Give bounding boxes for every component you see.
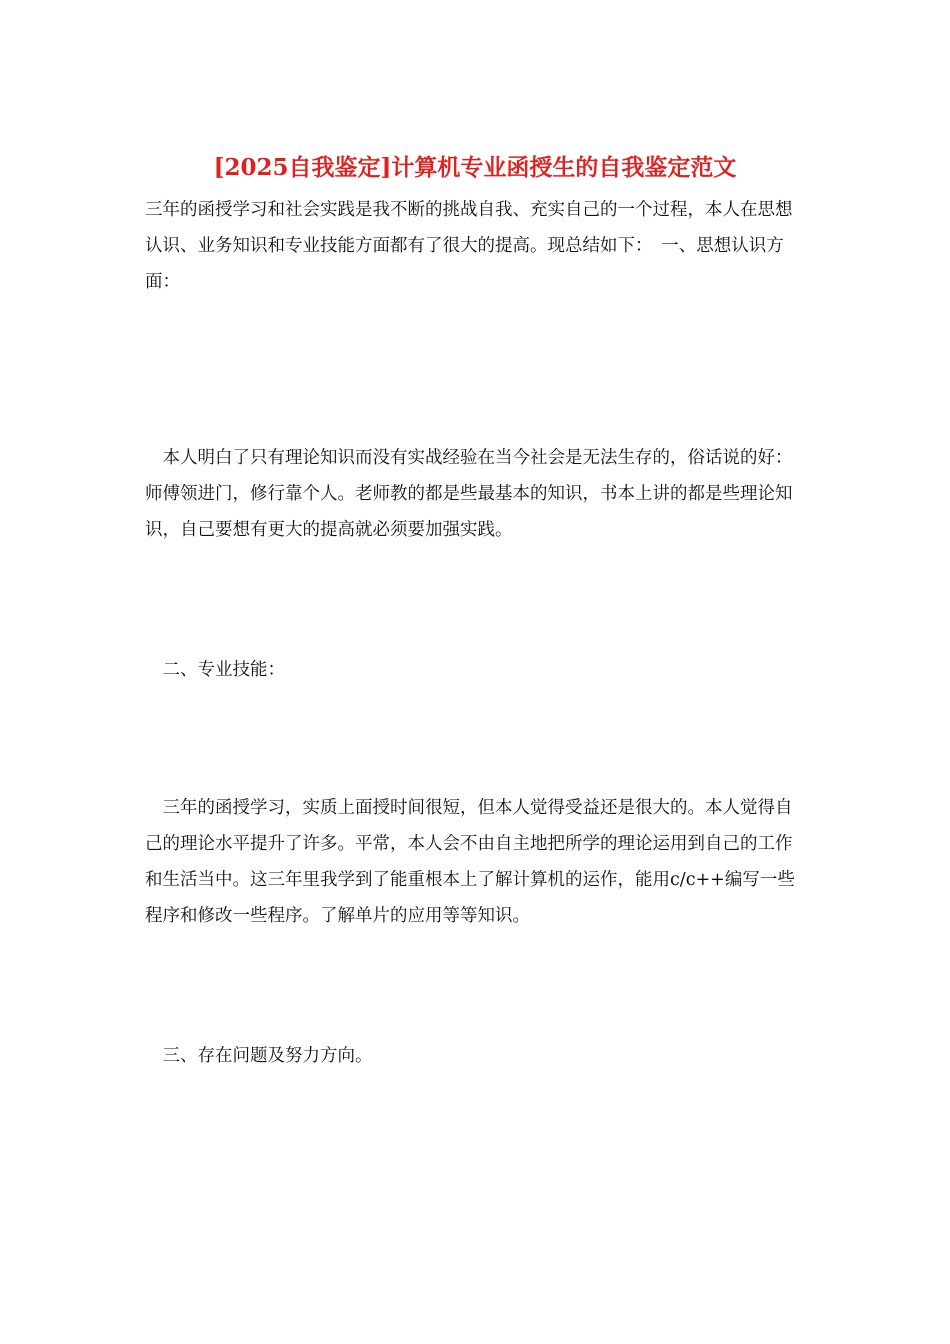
heading-problems: 三、存在问题及努力方向。 xyxy=(145,1046,373,1066)
document-title: [2025自我鉴定]计算机专业函授生的自我鉴定范文 xyxy=(213,154,737,181)
heading-professional-skills: 二、专业技能： xyxy=(145,660,285,680)
paragraph-skills: 三年的函授学习，实质上面授时间很短，但本人觉得受益还是很大的。本人觉得自己的理论水平提升了许多。平常，本人会不由自主地把所学的理论运用到自己的工作和生活当中。这三年里我学到了能重根本上了解计算机的运作，能用c/c++编写一些程序和修改一些程序。了解单片的应用等等知识。 xyxy=(145,798,795,926)
paragraph-thought: 本人明白了只有理论知识而没有实战经验在当今社会是无法生存的，俗话说的好：师傅领进门，修行靠个人。老师教的都是些最基本的知识，书本上讲的都是些理论知识，自己要想有更大的提高就必须要加强实践。 xyxy=(145,448,793,540)
paragraph-intro: 三年的函授学习和社会实践是我不断的挑战自我、充实自己的一个过程，本人在思想认识、业务知识和专业技能方面都有了很大的提高。现总结如下： 一、思想认识方面： xyxy=(145,200,793,292)
